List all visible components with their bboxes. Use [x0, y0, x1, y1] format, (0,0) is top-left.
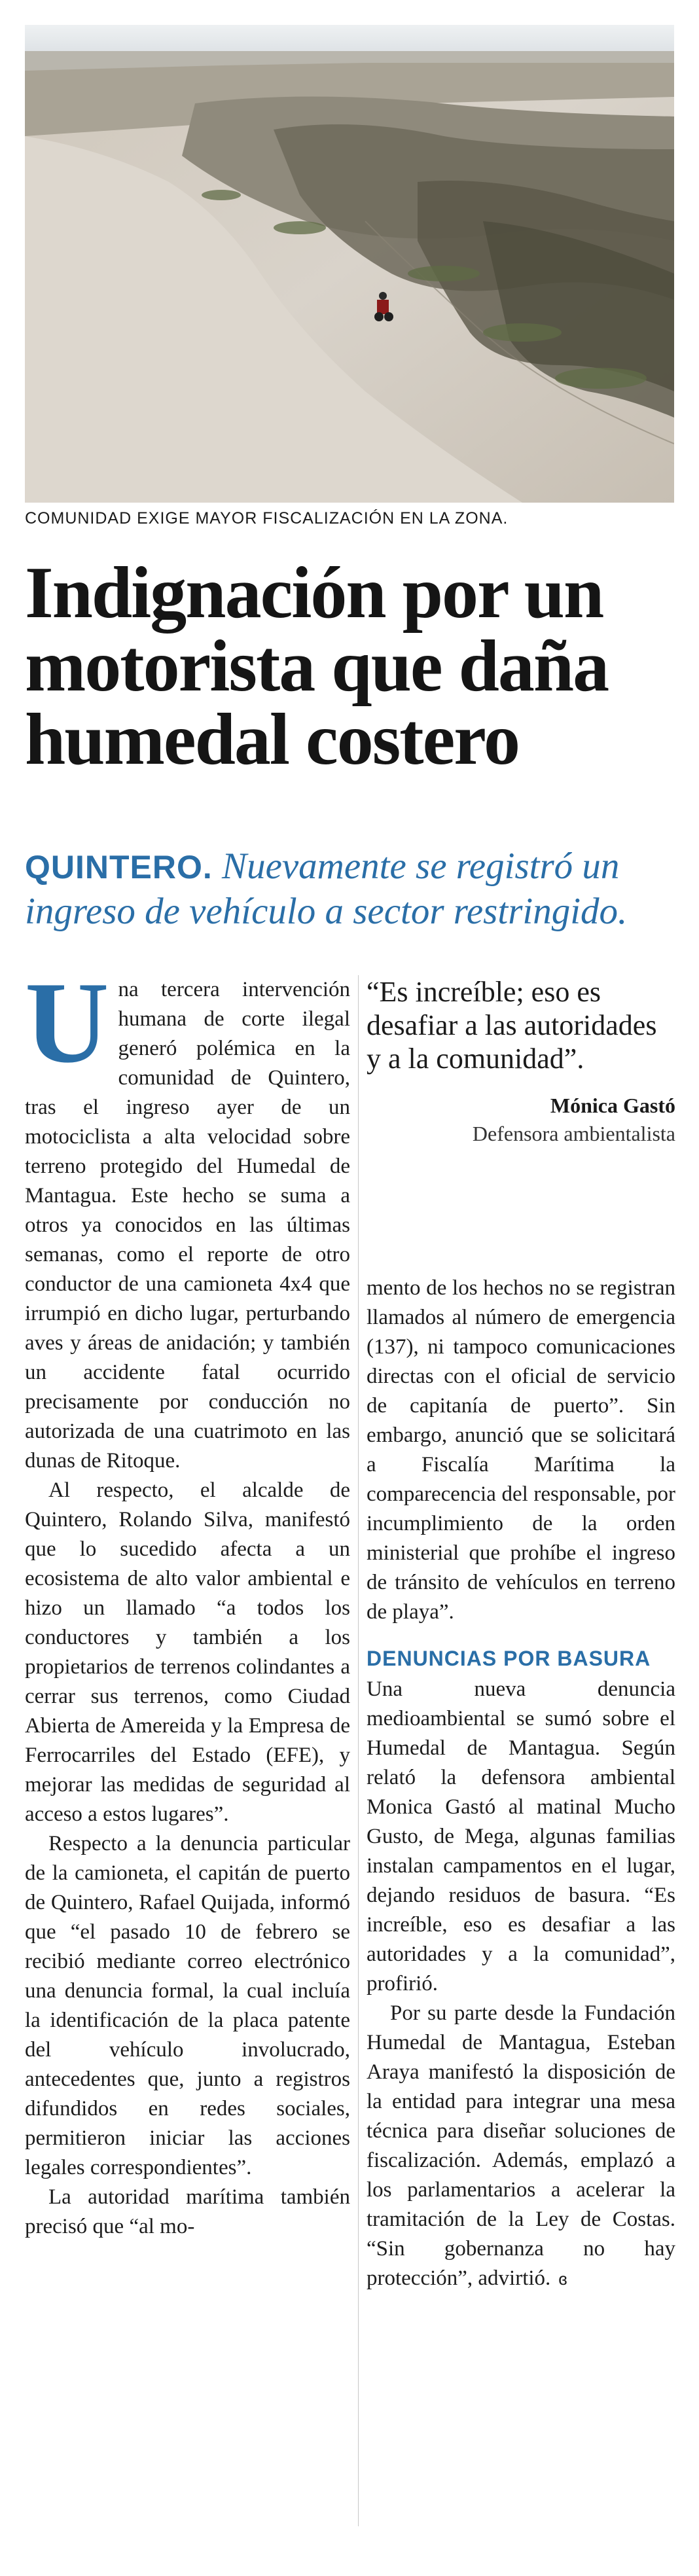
- headline-line-3: humedal costero: [25, 699, 519, 780]
- paragraph-r3: [367, 1999, 675, 2294]
- article-photo: [25, 25, 674, 503]
- paragraph-3: Respecto a la denuncia particular de la camioneta, el capitán de puerto de Quintero, Rafael Quijada, informó que “el pasado 10 de febrero se recibió mediante correo electrónico una denuncia formal, la cual incluía la identificación de la placa patente del vehículo involucrado, antecedentes que, junto a registros difundidos en redes sociales, permitieron iniciar las acciones legales correspondientes”.: [25, 1832, 350, 2179]
- pull-quote: [367, 975, 675, 1146]
- paragraph-1: [25, 957, 350, 1476]
- pull-quote-text: “Es increíble; eso es desafiar a las autoridades y a la comunidad”.: [367, 976, 657, 1075]
- subhead: [25, 844, 679, 934]
- photo-caption: COMUNIDAD EXIGE MAYOR FISCALIZACIÓN EN LA ZONA.: [25, 509, 509, 528]
- subhead-text: Nuevamente se registró un ingreso de vehículo a sector restringido.: [25, 846, 628, 932]
- section-heading: DENUNCIAS POR BASURA: [367, 1647, 651, 1670]
- dropcap: U: [25, 957, 109, 1087]
- paragraph-4: La autoridad marítima también precisó que “al mo-: [25, 2185, 350, 2238]
- column-divider: [358, 975, 359, 2526]
- article-column-left: [25, 957, 350, 2242]
- desert-dunes-photo-icon: [25, 25, 674, 503]
- headline-line-2: motorista que daña: [25, 626, 609, 707]
- paragraph-r2: Una nueva denuncia medioambiental se sumó sobre el Humedal de Mantagua. Según relató la defensora ambiental Monica Gastó al matinal Mucho Gusto, de Mega, algunas familias instalan campamentos en el lugar, dejando residuos de basura. “Es increíble, eso es desafiar a las autoridades y a la comunidad”, profirió.: [367, 1677, 675, 1995]
- headline-line-1: Indignación por un: [25, 552, 603, 634]
- article-column-right: [367, 1274, 675, 2294]
- pull-quote-role: Defensora ambientalista: [472, 1122, 675, 1145]
- headline: [25, 552, 674, 780]
- paragraph-2: Al respecto, el alcalde de Quintero, Rolando Silva, manifestó que lo sucedido afecta a un ecosistema de alto valor ambiental e hizo un llamado “a todos los conductores y también a los propietarios de terrenos colindantes a cerrar sus terrenos, como Ciudad Abierta de Amereida y la Empresa de Ferrocarriles del Estado (EFE), y mejorar las medidas de seguridad al acceso a estos lugares”.: [25, 1478, 350, 1826]
- paragraph-1-text: na tercera intervención humana de corte ilegal generó polémica en la comunidad de Quintero, tras el ingreso ayer de un motociclista a alta velocidad sobre terreno protegido del Humedal de Mantagua. Este hecho se suma a otros ya conocidos en las últimas semanas, como el reporte de otro conductor de una camioneta 4x4 que irrumpió en dicho lugar, perturbando aves y áreas de anidación; y también un accidente fatal ocurrido precisamente por conducción no autorizada de una cuatrimoto en las dunas de Ritoque.: [25, 978, 350, 1473]
- paragraph-r1: mento de los hechos no se registran llamados al número de emergencia (137), ni tampoco comunicaciones directas con el oficial de servicio de capitanía de puerto”. Sin embargo, anunció que se solicitará a Fiscalía Marítima la comparecencia del responsable, por incumplimiento de la orden ministerial que prohíbe el ingreso de tránsito de vehículos en terreno de playa”.: [367, 1276, 675, 1624]
- pull-quote-author: Mónica Gastó: [550, 1094, 675, 1117]
- location-tag: QUINTERO.: [25, 849, 213, 885]
- end-mark-icon: ɞ: [558, 2269, 567, 2289]
- paragraph-r3-text: Por su parte desde la Fundación Humedal de Mantagua, Esteban Araya manifestó la disposición de la entidad para integrar una mesa técnica para diseñar soluciones de fiscalización. Además, emplazó a los parlamentarios a acelerar la tramitación de la Ley de Costas. “Sin gobernanza no hay protección”, advirtió.: [367, 2001, 675, 2290]
